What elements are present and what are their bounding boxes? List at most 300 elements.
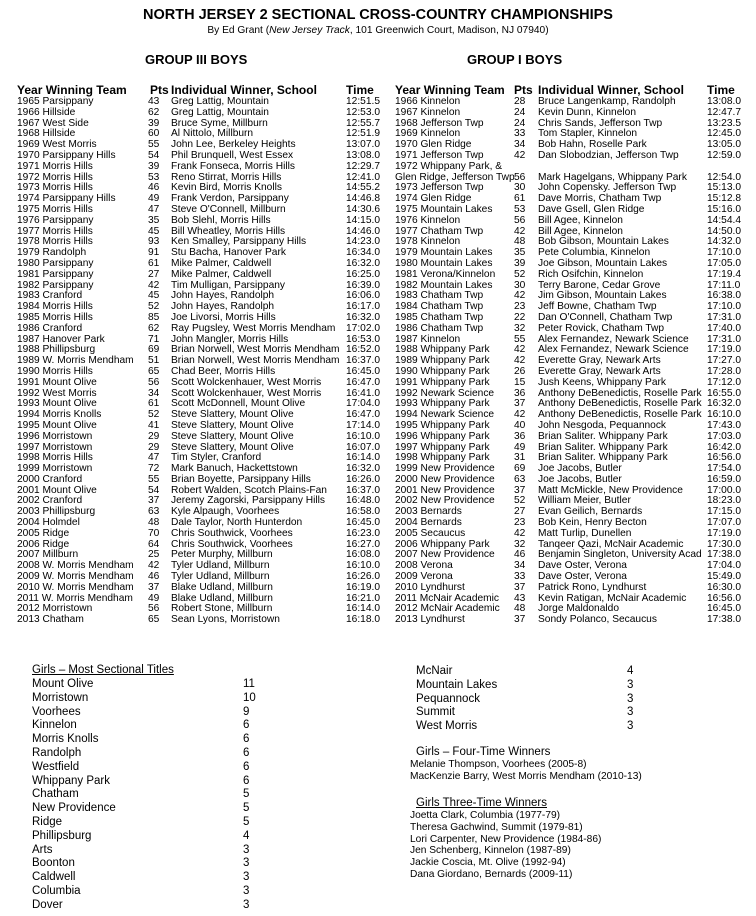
time-cell: 16:26.0 [346, 473, 380, 485]
time-cell: 12:55.7 [346, 117, 380, 129]
individual-cell: Bob Kein, Henry Becton [538, 517, 647, 529]
pts-cell: 93 [148, 236, 160, 248]
time-cell: 16:23.0 [346, 527, 380, 539]
individual-cell: John Lee, Berkeley Heights [171, 139, 296, 151]
pts-cell: 29 [148, 441, 160, 453]
four-time-section [410, 745, 746, 783]
year-team-cell: 1983 Chatham Twp [395, 290, 484, 302]
girls-titles-list [32, 678, 272, 913]
time-cell: 16:34.0 [346, 247, 380, 259]
individual-cell: Peter Murphy, Millburn [171, 549, 273, 561]
time-cell: 16:10.0 [707, 409, 741, 421]
list-item [416, 720, 656, 734]
time-cell: 17:04.0 [707, 560, 741, 572]
time-cell: 12:54.0 [707, 171, 741, 183]
four-time-heading: Girls – Four-Time Winners [416, 746, 551, 758]
time-cell: 15:49.0 [707, 571, 741, 583]
individual-cell: Benjamin Singleton, University Acad [538, 549, 702, 561]
pts-cell: 65 [148, 365, 160, 377]
individual-cell: Sondy Polanco, Secaucus [538, 614, 657, 626]
time-cell: 17:28.0 [707, 365, 741, 377]
individual-cell: Bob Slehl, Morris Hills [171, 214, 271, 226]
year-team-cell: 1976 Kinnelon [395, 214, 461, 226]
school-name: Morris Knolls [32, 733, 99, 746]
individual-cell: Joe Jacobs, Butler [538, 463, 622, 475]
title-count: 6 [243, 746, 250, 759]
time-cell: 17:00.0 [707, 484, 741, 496]
table-row [395, 432, 755, 443]
pts-cell: 55 [148, 139, 160, 151]
time-cell: 16:10.0 [346, 560, 380, 572]
title-count: 3 [243, 871, 250, 884]
time-cell: 16:21.0 [346, 592, 380, 604]
pts-cell: 63 [514, 473, 526, 485]
title-count: 3 [627, 720, 634, 733]
year-team-cell: 1973 Jefferson Twp [395, 182, 484, 194]
pts-cell: 46 [148, 182, 160, 194]
table-row [395, 270, 755, 281]
individual-cell: Matt McMickle, New Providence [538, 484, 683, 496]
individual-cell: Stu Bacha, Hanover Park [171, 247, 286, 259]
individual-cell: Dale Taylor, North Hunterdon [171, 517, 303, 529]
time-cell: 17:11.0 [707, 279, 741, 291]
individual-cell: Robert Stone, Millburn [171, 603, 273, 615]
individual-cell: Pete Columbia, Kinnelon [538, 247, 651, 259]
school-name: West Morris [416, 720, 478, 733]
time-cell: 13:23.5 [707, 117, 741, 129]
individual-cell: Patrick Rono, Lyndhurst [538, 581, 647, 593]
year-team-cell: 2002 New Providence [395, 495, 495, 507]
individual-cell: Bill Agee, Kinnelon [538, 214, 623, 226]
school-name: Phillipsburg [32, 829, 92, 842]
individual-cell: Greg Lattig, Mountain [171, 106, 269, 118]
pts-cell: 55 [148, 473, 160, 485]
title-count: 3 [243, 898, 250, 911]
year-team-cell: 1997 Morristown [17, 441, 93, 453]
individual-cell: Jorge Maldonaldo [538, 603, 619, 615]
time-cell: 17:31.0 [707, 333, 741, 345]
table-row [17, 162, 387, 173]
winner-entry: Dana Giordano, Bernards (2009-11) [410, 868, 573, 880]
individual-cell: Frank Verdon, Parsippany [171, 193, 289, 205]
pts-cell: 65 [148, 614, 160, 626]
individual-cell: Joe Livorsi, Morris Hills [171, 311, 276, 323]
pts-cell: 33 [514, 128, 526, 140]
time-cell: 12:51.5 [346, 96, 380, 107]
pts-cell: 61 [514, 193, 526, 205]
school-name: Voorhees [32, 705, 81, 718]
school-name: Columbia [32, 884, 81, 897]
time-cell: 16:19.0 [346, 581, 380, 593]
individual-cell: Sean Lyons, Morristown [171, 614, 280, 626]
table-row [395, 108, 755, 119]
time-cell: 16:17.0 [346, 301, 380, 313]
pts-cell: 53 [148, 171, 160, 183]
year-team-cell: 1977 Morris Hills [17, 225, 93, 237]
school-name: Westfield [32, 760, 80, 773]
year-team-cell: 1965 Parsippany [17, 96, 94, 107]
header-time: Time [707, 83, 735, 97]
year-team-cell: 1998 Whippany Park [395, 452, 490, 464]
group3-table [17, 83, 387, 626]
year-team-cell: 2008 W. Morris Mendham [17, 560, 134, 572]
school-name: Kinnelon [32, 719, 77, 732]
individual-cell: Ray Pugsley, West Morris Mendham [171, 322, 336, 334]
individual-cell: Phil Brunquell, West Essex [171, 149, 294, 161]
pts-cell: 22 [514, 311, 526, 323]
year-team-cell: 1991 Mount Olive [17, 376, 97, 388]
year-team-cell: 1970 Parsippany Hills [17, 149, 116, 161]
list-item [32, 802, 272, 816]
pts-cell: 56 [148, 376, 160, 388]
individual-cell: Everette Gray, Newark Arts [538, 365, 661, 377]
year-team-cell: 1972 Morris Hills [17, 171, 93, 183]
time-cell: 17:43.0 [707, 419, 741, 431]
time-cell: 16:26.0 [346, 571, 380, 583]
pts-cell: 61 [148, 257, 160, 269]
list-item [32, 885, 272, 899]
individual-cell: Tyler Udland, Millburn [171, 571, 270, 583]
title-count: 3 [627, 692, 634, 705]
time-cell: 16:10.0 [346, 430, 380, 442]
pts-cell: 42 [514, 290, 526, 302]
pts-cell: 48 [514, 603, 526, 615]
year-team-cell: 2003 Bernards [395, 506, 462, 518]
group1-table [395, 83, 755, 626]
group1-heading: GROUP I BOYS [467, 52, 563, 67]
time-cell: 16:27.0 [346, 538, 380, 550]
time-cell: 17:54.0 [707, 463, 741, 475]
individual-cell: Peter Rovick, Chatham Twp [538, 322, 665, 334]
header-year-team: Year Winning Team [395, 83, 505, 97]
pts-cell: 15 [514, 376, 526, 388]
year-team-cell: Glen Ridge, Jefferson Twp [395, 171, 515, 183]
title-count: 6 [243, 760, 250, 773]
winner-entry: MacKenzie Barry, West Morris Mendham (2010-13) [410, 770, 642, 782]
time-cell: 17:40.0 [707, 322, 741, 334]
byline-prefix: By Ed Grant ( [207, 25, 270, 36]
pts-cell: 33 [514, 571, 526, 583]
pts-cell: 32 [514, 322, 526, 334]
year-team-cell: 1990 Whippany Park [395, 365, 490, 377]
individual-cell: Dave Oster, Verona [538, 560, 627, 572]
page-title: NORTH JERSEY 2 SECTIONAL CROSS-COUNTRY CHAMPIONSHIPS [143, 7, 613, 23]
table-row [395, 162, 755, 173]
byline [0, 25, 756, 36]
time-cell: 17:14.0 [346, 419, 380, 431]
time-cell: 17:19.0 [707, 527, 741, 539]
pts-cell: 42 [148, 560, 160, 572]
individual-cell: Chris Sands, Jefferson Twp [538, 117, 663, 129]
pts-cell: 35 [514, 247, 526, 259]
year-team-cell: 2001 Mount Olive [17, 484, 97, 496]
school-name: Mount Olive [32, 678, 94, 690]
individual-cell: Ken Smalley, Parsippany Hills [171, 236, 307, 248]
individual-cell: Mike Palmer, Caldwell [171, 257, 272, 269]
table-row [395, 324, 755, 335]
individual-cell: Dave Morris, Chatham Twp [538, 193, 662, 205]
time-cell: 17:04.0 [346, 398, 380, 410]
group3-rows [17, 97, 387, 626]
time-cell: 16:37.0 [346, 355, 380, 367]
list-item [416, 706, 656, 720]
individual-cell: Steve Slattery, Mount Olive [171, 430, 294, 442]
pts-cell: 48 [148, 517, 160, 529]
byline-publication: New Jersey Track [269, 25, 350, 36]
school-name: New Providence [32, 802, 116, 815]
time-cell: 16:32.0 [346, 311, 380, 323]
individual-cell: Robert Walden, Scotch Plains-Fan [171, 484, 327, 496]
pts-cell: 36 [514, 387, 526, 399]
year-team-cell: 1982 Mountain Lakes [395, 279, 493, 291]
pts-cell: 24 [514, 106, 526, 118]
pts-cell: 46 [148, 571, 160, 583]
time-cell: 16:06.0 [346, 290, 380, 302]
year-team-cell: 1996 Morristown [17, 430, 93, 442]
individual-cell: Bruce Langenkamp, Randolph [538, 96, 676, 107]
individual-cell: Brian Saliter. Whippany Park [538, 430, 668, 442]
title-count: 6 [243, 774, 250, 787]
individual-cell: Blake Udland, Millburn [171, 581, 273, 593]
individual-cell: Kevin Ratigan, McNair Academic [538, 592, 687, 604]
individual-cell: Steve Slattery, Mount Olive [171, 441, 294, 453]
year-team-cell: 1982 Parsippany [17, 279, 94, 291]
year-team-cell: 1974 Parsippany Hills [17, 193, 116, 205]
time-cell: 14:30.6 [346, 203, 380, 215]
year-team-cell: 1971 Morris Hills [17, 160, 93, 172]
time-cell: 16:18.0 [346, 614, 380, 626]
year-team-cell: 2007 New Providence [395, 549, 495, 561]
year-team-cell: 1985 Chatham Twp [395, 311, 484, 323]
year-team-cell: 2003 Phillipsburg [17, 506, 96, 518]
year-team-cell: 2001 New Providence [395, 484, 495, 496]
table-row [17, 615, 387, 626]
year-team-cell: 1975 Morris Hills [17, 203, 93, 215]
girls-titles-section [32, 663, 272, 913]
pts-cell: 30 [514, 182, 526, 194]
group1-rows [395, 97, 755, 626]
time-cell: 12:47.7 [707, 106, 741, 118]
individual-cell: Joe Gibson, Mountain Lakes [538, 257, 668, 269]
time-cell: 16:53.0 [346, 333, 380, 345]
title-count: 5 [243, 815, 250, 828]
time-cell: 16:07.0 [346, 441, 380, 453]
pts-cell: 39 [148, 160, 160, 172]
pts-cell: 85 [148, 311, 160, 323]
school-name: Chatham [32, 788, 79, 801]
list-item [32, 719, 272, 733]
year-team-cell: 1969 West Morris [17, 139, 97, 151]
year-team-cell: 1971 Jefferson Twp [395, 149, 484, 161]
list-item [416, 679, 656, 693]
year-team-cell: 2009 Verona [395, 571, 453, 583]
pts-cell: 69 [514, 463, 526, 475]
three-time-section [410, 796, 746, 881]
list-item [32, 816, 272, 830]
individual-cell: Joe Jacobs, Butler [538, 473, 622, 485]
year-team-cell: 1994 Morris Knolls [17, 409, 102, 421]
year-team-cell: 1989 Whippany Park [395, 355, 490, 367]
individual-cell: Rich Osifchin, Kinnelon [538, 268, 644, 280]
time-cell: 17:38.0 [707, 549, 741, 561]
time-cell: 16:39.0 [346, 279, 380, 291]
header-time: Time [346, 83, 374, 97]
table-row [395, 615, 755, 626]
three-time-heading: Girls Three-Time Winners [416, 797, 547, 809]
list-item [410, 821, 746, 834]
title-count: 5 [243, 802, 250, 815]
individual-cell: Kyle Alpaugh, Voorhees [171, 506, 280, 518]
year-team-cell: 2004 Bernards [395, 517, 462, 529]
pts-cell: 43 [514, 592, 526, 604]
list-item [32, 788, 272, 802]
year-team-cell: 1988 Whippany Park [395, 344, 490, 356]
time-cell: 16:30.0 [707, 581, 741, 593]
pts-cell: 34 [148, 387, 160, 399]
table-row [395, 378, 755, 389]
pts-cell: 26 [514, 365, 526, 377]
time-cell: 16:56.0 [707, 592, 741, 604]
year-team-cell: 1983 Cranford [17, 290, 83, 302]
pts-cell: 61 [148, 398, 160, 410]
year-team-cell: 1984 Chatham Twp [395, 301, 484, 313]
time-cell: 16:47.0 [346, 409, 380, 421]
pts-cell: 37 [514, 581, 526, 593]
individual-cell: John Hayes, Randolph [171, 290, 275, 302]
year-team-cell: 1979 Mountain Lakes [395, 247, 493, 259]
individual-cell: Everette Gray, Newark Arts [538, 355, 661, 367]
title-count: 6 [243, 719, 250, 732]
time-cell: 15:12.8 [707, 193, 741, 205]
individual-cell: Bob Gibson, Mountain Lakes [538, 236, 669, 248]
individual-cell: Jeff Bowne, Chatham Twp [538, 301, 657, 313]
year-team-cell: 2006 Ridge [17, 538, 70, 550]
year-team-cell: 1966 Hillside [17, 106, 76, 118]
school-name: Randolph [32, 746, 82, 759]
time-cell: 16:42.0 [707, 441, 741, 453]
winner-entry: Lori Carpenter, New Providence (1984-86) [410, 833, 602, 845]
list-item [32, 857, 272, 871]
year-team-cell: 1997 Whippany Park [395, 441, 490, 453]
pts-cell: 56 [514, 214, 526, 226]
individual-cell: Scott McDonnell, Mount Olive [171, 398, 306, 410]
time-cell: 15:16.0 [707, 203, 741, 215]
time-cell: 16:38.0 [707, 290, 741, 302]
year-team-cell: 1994 Newark Science [395, 409, 495, 421]
school-name: Mountain Lakes [416, 678, 498, 691]
pts-cell: 29 [148, 430, 160, 442]
pts-cell: 37 [514, 484, 526, 496]
individual-cell: Mark Banuch, Hackettstown [171, 463, 298, 475]
girls-titles-list-continued [416, 665, 656, 734]
year-team-cell: 2010 W. Morris Mendham [17, 581, 134, 593]
school-name: Whippany Park [32, 774, 110, 787]
pts-cell: 63 [148, 506, 160, 518]
title-count: 6 [243, 733, 250, 746]
individual-cell: Alex Fernandez, Newark Science [538, 333, 689, 345]
time-cell: 14:55.2 [346, 182, 380, 194]
pts-cell: 39 [148, 117, 160, 129]
list-item [410, 868, 746, 881]
list-item [32, 692, 272, 706]
header-year-team: Year Winning Team [17, 83, 127, 97]
school-name: Boonton [32, 857, 75, 870]
time-cell: 13:05.0 [707, 139, 741, 151]
time-cell: 17:03.0 [707, 430, 741, 442]
pts-cell: 37 [148, 495, 160, 507]
title-count: 3 [243, 857, 250, 870]
year-team-cell: 1986 Cranford [17, 322, 83, 334]
individual-cell: Evan Geilich, Bernards [538, 506, 643, 518]
header-pts: Pts [514, 83, 533, 97]
header-individual: Individual Winner, School [538, 83, 684, 97]
individual-cell: Brian Norwell, West Morris Mendham [171, 355, 340, 367]
time-cell: 17:12.0 [707, 376, 741, 388]
year-team-cell: 1989 W. Morris Mendham [17, 355, 134, 367]
year-team-cell: 1981 Verona/Kinnelon [395, 268, 496, 280]
time-cell: 16:08.0 [346, 549, 380, 561]
year-team-cell: 1991 Whippany Park [395, 376, 490, 388]
year-team-cell: 1987 Hanover Park [17, 333, 105, 345]
year-team-cell: 1980 Parsippany [17, 257, 94, 269]
year-team-cell: 1968 Hillside [17, 128, 76, 140]
year-team-cell: 1992 West Morris [17, 387, 97, 399]
individual-cell: Chris Southwick, Voorhees [171, 538, 293, 550]
individual-cell: Anthony DeBenedictis, Roselle Park [538, 387, 702, 399]
individual-cell: Bill Wheatley, Morris Hills [171, 225, 286, 237]
winner-entry: Joetta Clark, Columbia (1977-79) [410, 810, 561, 821]
individual-cell: Bruce Syme, Millburn [171, 117, 268, 129]
individual-cell: Steve O'Connell, Millburn [171, 203, 286, 215]
time-cell: 17:10.0 [707, 301, 741, 313]
year-team-cell: 1975 Mountain Lakes [395, 203, 493, 215]
year-team-cell: 2012 McNair Academic [395, 603, 500, 615]
title-count: 10 [243, 691, 256, 704]
year-team-cell: 1999 New Providence [395, 463, 495, 475]
pts-cell: 54 [148, 149, 160, 161]
individual-cell: Brian Boyette, Parsippany Hills [171, 473, 311, 485]
list-item [32, 775, 272, 789]
year-team-cell: 1995 Mount Olive [17, 419, 97, 431]
pts-cell: 60 [148, 128, 160, 140]
year-team-cell: 2005 Secaucus [395, 527, 466, 539]
year-team-cell: 1972 Whippany Park, & [395, 160, 503, 172]
time-cell: 13:07.0 [346, 139, 380, 151]
header-pts: Pts [150, 83, 169, 97]
individual-cell: Brian Saliter. Whippany Park [538, 452, 668, 464]
list-item [32, 733, 272, 747]
individual-cell: John Mangler, Morris Hills [171, 333, 289, 345]
year-team-cell: 2002 Cranford [17, 495, 83, 507]
list-item [32, 830, 272, 844]
time-cell: 16:45.0 [707, 603, 741, 615]
pts-cell: 35 [148, 214, 160, 226]
individual-cell: Scott Wolckenhauer, West Morris [171, 376, 322, 388]
time-cell: 17:30.0 [707, 538, 741, 550]
individual-cell: Alex Fernandez, Newark Science [538, 344, 689, 356]
pts-cell: 27 [514, 506, 526, 518]
time-cell: 16:59.0 [707, 473, 741, 485]
time-cell: 14:50.0 [707, 225, 741, 237]
list-item [416, 665, 656, 679]
pts-cell: 31 [514, 452, 526, 464]
time-cell: 12:53.0 [346, 106, 380, 118]
individual-cell: Reno Stirrat, Morris Hills [171, 171, 282, 183]
year-team-cell: 1993 Whippany Park [395, 398, 490, 410]
individual-cell: Dan Slobodzian, Jefferson Twp [538, 149, 679, 161]
four-time-list [410, 759, 746, 783]
year-team-cell: 2013 Chatham [17, 614, 84, 626]
